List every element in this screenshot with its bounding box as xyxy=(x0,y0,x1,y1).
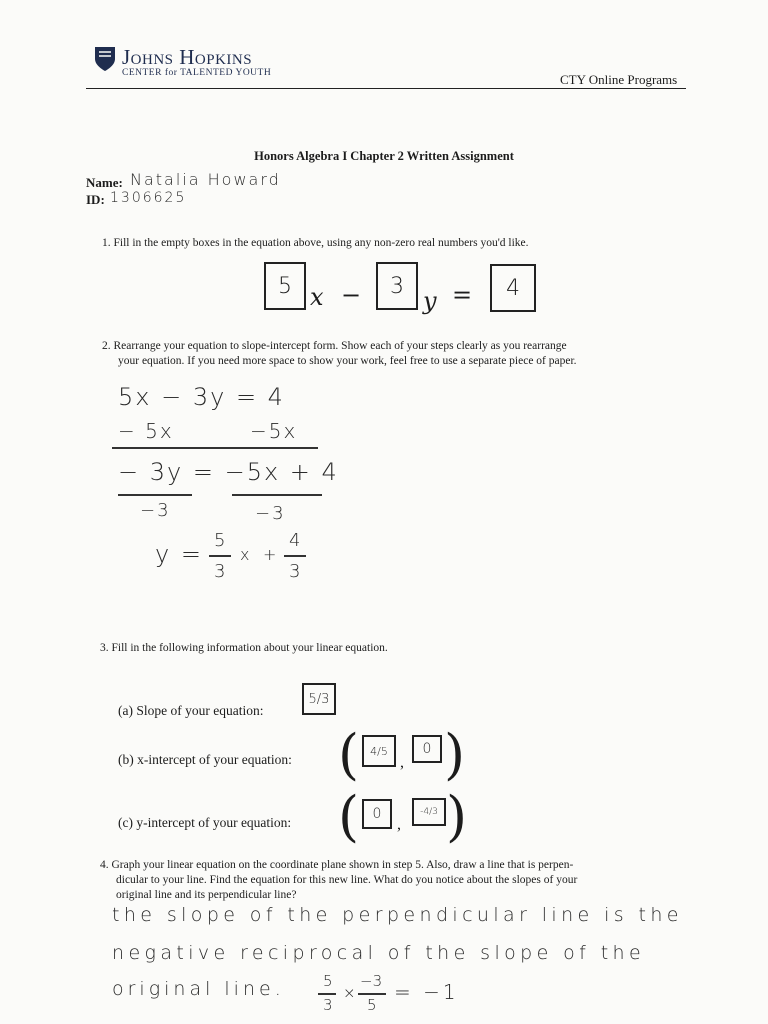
equation-var-x: x xyxy=(310,283,324,311)
x-intercept-value-1: 4/5 xyxy=(370,744,388,758)
slope-value: 5/3 xyxy=(308,691,330,707)
y-intercept-open-paren: ( xyxy=(338,785,360,848)
name-value: Natalia Howard xyxy=(130,170,281,189)
y-intercept-value-1: 0 xyxy=(372,806,382,822)
answer-line-1: the slope of the perpendicular line is the xyxy=(112,904,683,926)
answer-line-2: negative reciprocal of the slope of the xyxy=(112,942,646,964)
result-denominator-1: 3 xyxy=(214,561,228,582)
y-intercept-value-2: -4/3 xyxy=(420,807,438,817)
work-step-2-right: −5x xyxy=(250,419,298,443)
x-intercept-open-paren: ( xyxy=(338,723,360,786)
answer-line-3: original line. xyxy=(112,978,285,1000)
question-4-line-2: dicular to your line. Find the equation for this new line. What do you notice about the slopes of your xyxy=(116,874,578,886)
id-value: 1306625 xyxy=(110,190,187,206)
answer-numerator-1: 5 xyxy=(323,972,333,990)
shield-logo-icon xyxy=(94,46,116,72)
y-intercept-comma: , xyxy=(397,816,401,833)
y-intercept-box-1 xyxy=(362,799,392,829)
equation-equals: = xyxy=(452,281,473,309)
question-4-line-1: 4. Graph your linear equation on the coordinate plane shown in step 5. Also, draw a line that is perpen- xyxy=(100,859,574,871)
question-4-line-3: original line and its perpendicular line? xyxy=(116,889,297,901)
x-intercept-label: (b) x-intercept of your equation: xyxy=(118,752,292,767)
name-label: Name: xyxy=(86,175,123,190)
result-numerator-2: 4 xyxy=(289,530,303,551)
equation-box-1: 5 xyxy=(264,262,306,310)
result-y-equals: y = xyxy=(155,540,203,568)
question-1-text: 1. Fill in the empty boxes in the equation above, using any non-zero real numbers you'd like. xyxy=(102,237,529,249)
y-intercept-label: (c) y-intercept of your equation: xyxy=(118,815,292,830)
answer-times: × xyxy=(343,984,356,1002)
answer-denominator-2: 5 xyxy=(367,996,377,1014)
x-intercept-box-1 xyxy=(362,735,396,767)
equation-var-y: y xyxy=(423,287,437,315)
answer-denominator-1: 3 xyxy=(323,996,333,1014)
assignment-title: Honors Algebra I Chapter 2 Written Assignment xyxy=(254,149,514,163)
result-fraction-bar-2 xyxy=(284,555,306,557)
result-fraction-bar-1 xyxy=(209,555,231,557)
x-intercept-close-paren: ) xyxy=(444,723,466,786)
program-name: CTY Online Programs xyxy=(560,72,678,87)
question-2-line-2: your equation. If you need more space to show your work, feel free to use a separate piece of paper. xyxy=(118,355,577,367)
work-fraction-bar-right xyxy=(232,494,322,496)
equation-box-2: 3 xyxy=(376,262,418,310)
question-3-text: 3. Fill in the following information about your linear equation. xyxy=(100,642,388,654)
id-label: ID: xyxy=(86,192,105,207)
result-x: x xyxy=(240,545,252,564)
answer-fraction-bar-2 xyxy=(358,993,386,995)
result-numerator-1: 5 xyxy=(214,530,228,551)
work-step-2-left: − 5x xyxy=(118,419,174,443)
work-step-4-right: −3 xyxy=(255,503,286,524)
header-divider xyxy=(86,88,686,89)
work-step-4-left: −3 xyxy=(140,500,171,521)
x-intercept-comma: , xyxy=(400,754,404,771)
answer-fraction-bar-1 xyxy=(318,993,336,995)
slope-label: (a) Slope of your equation: xyxy=(118,703,264,718)
x-intercept-box-2 xyxy=(412,735,442,763)
slope-box xyxy=(302,683,336,715)
work-fraction-bar-left xyxy=(118,494,192,496)
logo-subtitle: CENTER for TALENTED YOUTH xyxy=(122,68,272,78)
result-denominator-2: 3 xyxy=(289,561,303,582)
y-intercept-close-paren: ) xyxy=(446,785,468,848)
equation-minus: − xyxy=(341,281,362,309)
question-2-line-1: 2. Rearrange your equation to slope-intercept form. Show each of your steps clearly as you rearrange xyxy=(102,340,567,352)
equation-box-3: 4 xyxy=(490,264,536,312)
y-intercept-box-2 xyxy=(412,798,446,826)
answer-result: = −1 xyxy=(394,980,459,1004)
work-step-3: − 3y = −5x + 4 xyxy=(118,458,339,486)
result-plus: + xyxy=(263,545,279,564)
work-step-1: 5x − 3y = 4 xyxy=(118,383,285,411)
x-intercept-value-2: 0 xyxy=(422,741,432,757)
work-underline-1 xyxy=(112,447,318,449)
answer-numerator-2: −3 xyxy=(360,972,383,990)
logo-title: Johns Hopkins xyxy=(122,45,253,69)
